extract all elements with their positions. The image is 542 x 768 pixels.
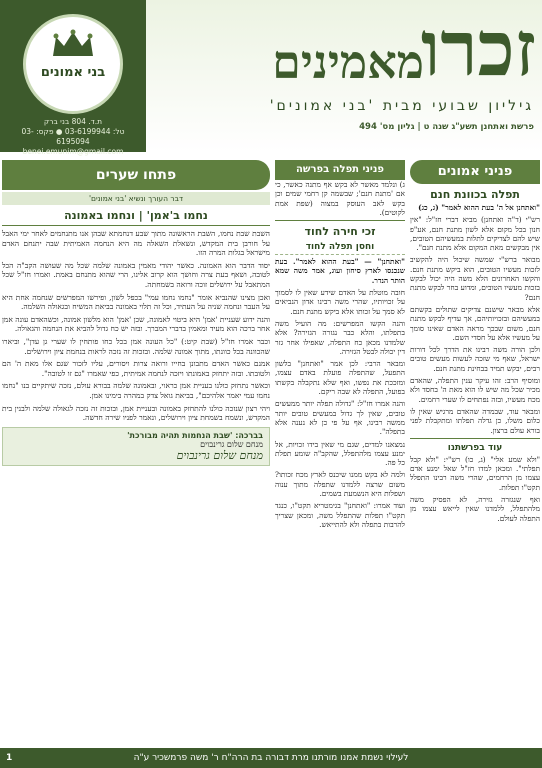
contact-info <box>6 117 140 157</box>
contact-address: ת.ד. 804 בני ברק <box>43 117 103 126</box>
divider <box>275 220 405 221</box>
masthead-line-1: זכרו <box>420 4 536 93</box>
paragraph: ואכן מצינו שהנביא אומר "נחמו נחמו עמי" בכפל לשון, ופירשו המפרשים שנחמה אחת היא על העבר ונחמה שניה על העתיד, וכל זה תלוי באמונה בביאת המשיח ובגאולה השלמה. <box>2 292 270 312</box>
issue-info: פרשת ואתחנן תשע"ג שנה ט | גליון מס' 494 <box>359 122 534 132</box>
article-title: נחמו ב'אמן' | ונחמו באמונה <box>64 209 208 222</box>
divider <box>275 254 405 255</box>
paragraph: ג) ונלמד מאשר לא בקש אף מתנה כאשר, כי אם 'מתנת חנם'; שבשמה קן רחמי שמים וכן בקש לאב העוסק במצוה (שפת אמת לקוטים). <box>275 180 405 217</box>
article-title: זכי חירה לחוד <box>304 225 376 239</box>
signature-greeting: בברכה: 'שבת הנחמות תהיה מבורכת' <box>127 430 263 440</box>
paragraph: השבת שבת נחמו, השבת הראשונה מתוך שבע דנחמתא שבהן אנו מתנחמים לאחר ימי האבל על חורבן בית המקדש, ונשאלת השאלה מה היא הנחמה האמיתית שבה יתנחם האדם מישראל בגלות המרה הזו. <box>2 229 270 258</box>
article-title: תפלה בכוונת חנם <box>430 188 520 201</box>
paragraph: חובה מוטלת על האדם שידע שאין לו לסמוך על זכויותיו, שהרי משה רבינו אדון הנביאים לא סמך על זכותו אלא ביקש מתנת חנם. <box>275 288 405 316</box>
column-banner: פניני אמונים <box>410 160 540 184</box>
byline: דבר העורך ונשיא 'בני אמונים' <box>2 192 270 205</box>
divider <box>2 225 270 226</box>
logo-emblem <box>23 14 123 114</box>
page-number: 1 <box>6 753 13 763</box>
paragraph: מבואר ברש"י שמשה שיכול היה להקשיב לזכות מעשיו הטובים, הוא ביקש מתנת חנם. והקשו האחרונים הלא משה היה יכול לבקש בזכות מעשיו הטובים, ומדוע בחר לבקש מתנת חנם? <box>410 255 540 302</box>
paragraph: ויהי רצון שנזכה כולנו להתחזק באמונה ובעניית אמן, ובזכות זה נזכה לגאולה שלמה ולבנין בית המקדש, ונשמח בשמחת ציון וירושלים, ונאמר לפניו שירה חדשה. <box>2 403 270 423</box>
paragraph: והנה ידוע שעניית 'אמן' היא ביטוי לאמונה, שכן 'אמן' הוא מלשון אמונה, וכשהאדם עונה אמן אחר ברכה הוא מעיד ומאמין בדברי המברך. ובזה יש כח גדול להביא את הנחמה והגאולה. <box>2 314 270 334</box>
paragraph: ומוסיף הרב: זהו עיקר ענין התפלה, שהאדם מכיר שכל מה שיש לו הוא מאת ה' בחסד ולא מכח מעשיו, ובזה נפתחים לו שערי רחמים. <box>410 376 540 404</box>
logo-panel <box>0 0 146 156</box>
masthead-line-2: מאמינים <box>272 35 424 89</box>
paragraph: ואף שנגזרה גזירה, לא הפסיק משה מלהתפלל, ללמדנו שאין לייאש עצמו מן התפלה לעולם. <box>410 495 540 523</box>
crown-icon <box>50 29 96 59</box>
verse-quote: "ואתחנן" — "בעת ההוא לאמר". בעת שנכנסו לארץ סיחון ועוג, אמר משה שמא הותר הנדר. <box>275 257 405 285</box>
paragraph: ולכן הורה משה רבינו את הדרך לכל דורות ישראל, שאף מי שזכה לעשות מעשים טובים רבים, יבקש תמיד בבחינת מתנת חנם. <box>410 345 540 373</box>
paragraph: ומבאר הרבי: לכן אמר "ואתחנן" בלשון התפעל, שהתפלה פועלת באדם עצמו, ומזככת את נפשו, ואף שלא נתקבלה בקשתו בפועל, התפלה לא שבה ריקם. <box>275 359 405 397</box>
dedication-text: לעילוי נשמת אמנו מורתנו מרת דבורה בת הרה"ח ר' משה פרמשכיר ע"ה <box>133 753 409 763</box>
logo-text: בני אמונים <box>40 65 106 80</box>
masthead-subtitle: גיליון שבועי מבית 'בני אמונים' <box>269 98 534 114</box>
paragraph: רש"י (ד"ה ואתחנן) מביא דברי חז"ל: "אין חנון בכל מקום אלא לשון מתנת חנם, אע"פ שיש להם לצדיקים לתלות במעשיהם הטובים, אין מבקשים מאת המקום אלא מתנת חנם". <box>410 215 540 253</box>
paragraph: וכאשר נתחזק כולנו בעניית אמן כראוי, ובאמונה שלמה בבורא עולם, נזכה שיתקיים בנו "נחמו נחמו עמי יאמר אלהיכם", בביאת גואל צדק במהרה בימינו אמן. <box>2 381 270 400</box>
signature-box <box>2 427 270 466</box>
paragraph: אלא מבאר שישנם צדיקים שתולים בקשתם במעשיהם ובזכויותיהם, אך עדיף לבקש מתנת חנם, משום שבכך מראה האדם שאינו סומך על מעשיו אלא על חסדי השם. <box>410 304 540 342</box>
handwritten-signature: מנחם שלום גרינבוים <box>176 448 263 462</box>
paragraph: יסוד הדבר הוא האמונה. כאשר יהודי מאמין באמונה שלמה שכל מה שעושה הקב"ה הכל לטובה, ושאף בעת צרה וחושך הוא קרוב אלינו, הרי שהוא מתנחם באמת. ואמרו חז"ל שכל המתאבל על ירושלים זוכה ורואה בשמחתה. <box>2 260 270 289</box>
column-tefila <box>275 160 405 745</box>
paragraph: ומבאר עוד, שבמדה שהאדם מרגיש שאין לו כלום משלו, כן גדלה תפלתו ומתקבלת לפני בורא עולם ברצון. <box>410 406 540 435</box>
paragraph: והנה אמרו חז"ל: "גדולה תפלה יותר ממעשים טובים, שאין לך גדול במעשים טובים יותר ממשה רבינו, אף על פי כן לא נענה אלא בתפלה". <box>275 399 405 437</box>
verse-quote: "ואתחנן אל ה' בעת ההוא לאמר" (ג, כג) <box>418 203 540 212</box>
signature-name: מנחם שלום גרינבוים <box>200 439 263 449</box>
paragraph: וכבר אמרו חז"ל (שבת קיט:) "כל העונה אמן בכל כחו פותחין לו שערי גן עדן", וביארו שהכוונה בכל כוונתו, מתוך אמונה שלמה. ובזכות זה נזכה לראות בנחמת ציון וירושלים. <box>2 336 270 356</box>
masthead <box>0 0 542 156</box>
column-pninei-emunim <box>410 160 540 745</box>
paragraph: ולמה לא בקש ממנו שיכנס לארץ מכח זכותו? משום שרצה ללמדנו שתפלה מתוך ענוה ושפלות היא הנשמעת בשמים. <box>275 470 405 499</box>
column-banner: פתחו שערים <box>2 160 270 190</box>
column-banner: פניני תפלה בפרשה <box>275 160 405 180</box>
subsection-title: עוד בפרשתנו <box>447 442 503 453</box>
contact-email[interactable]: benei.emunim@gmail.com <box>22 147 124 156</box>
paragraph: והנה הקשו המפרשים: מה הועיל משה בתפלתו, והלא כבר נגזרה הגזירה? אלא שלמדנו מכאן כח התפלה, שאפילו אחר גזר דין יכולה לבטל הגזירה. <box>275 318 405 356</box>
article-subtitle: וחסן תפלה לחוד <box>305 242 375 253</box>
column-pitchu-shearim <box>2 160 270 745</box>
divider <box>410 438 540 439</box>
paragraph: אמנם כאשר האדם מתבונן בחייו ורואה צרות ויסורים, עליו לזכור שגם אלו מאת ה' הם ולטובתו. ובזה יתחזק באמונתו ויזכה לנחמה אמיתית, כפי שאמרו "גם זו לטובה". <box>2 359 270 378</box>
footer-dedication <box>0 748 542 768</box>
paragraph: "ולא שמע אלי" (ג, כו) רש"י: "ולא קבל תפלתי". ומכאן למדו חז"ל שאל ימנע אדם עצמו מן הרחמים, שהרי משה רבינו התפלל תקט"ו תפלות. <box>410 454 540 492</box>
contact-phone: טל: 03-6199944 ● פקס: 03-6195094 <box>21 127 125 146</box>
paragraph: ועוד אמרו: "ואתחנן" בגימטריא תקט"ו, כנגד תקט"ו תפלות שהתפלל משה, ומכאן שצריך להרבות בתפלה ולא להתייאש. <box>275 501 405 529</box>
paragraph: נמצאנו למדים, שגם מי שאין בידו זכויות, אל ימנע עצמו מלהתפלל, שהקב"ה שומע תפלת כל פה. <box>275 439 405 468</box>
masthead-title <box>160 6 536 108</box>
